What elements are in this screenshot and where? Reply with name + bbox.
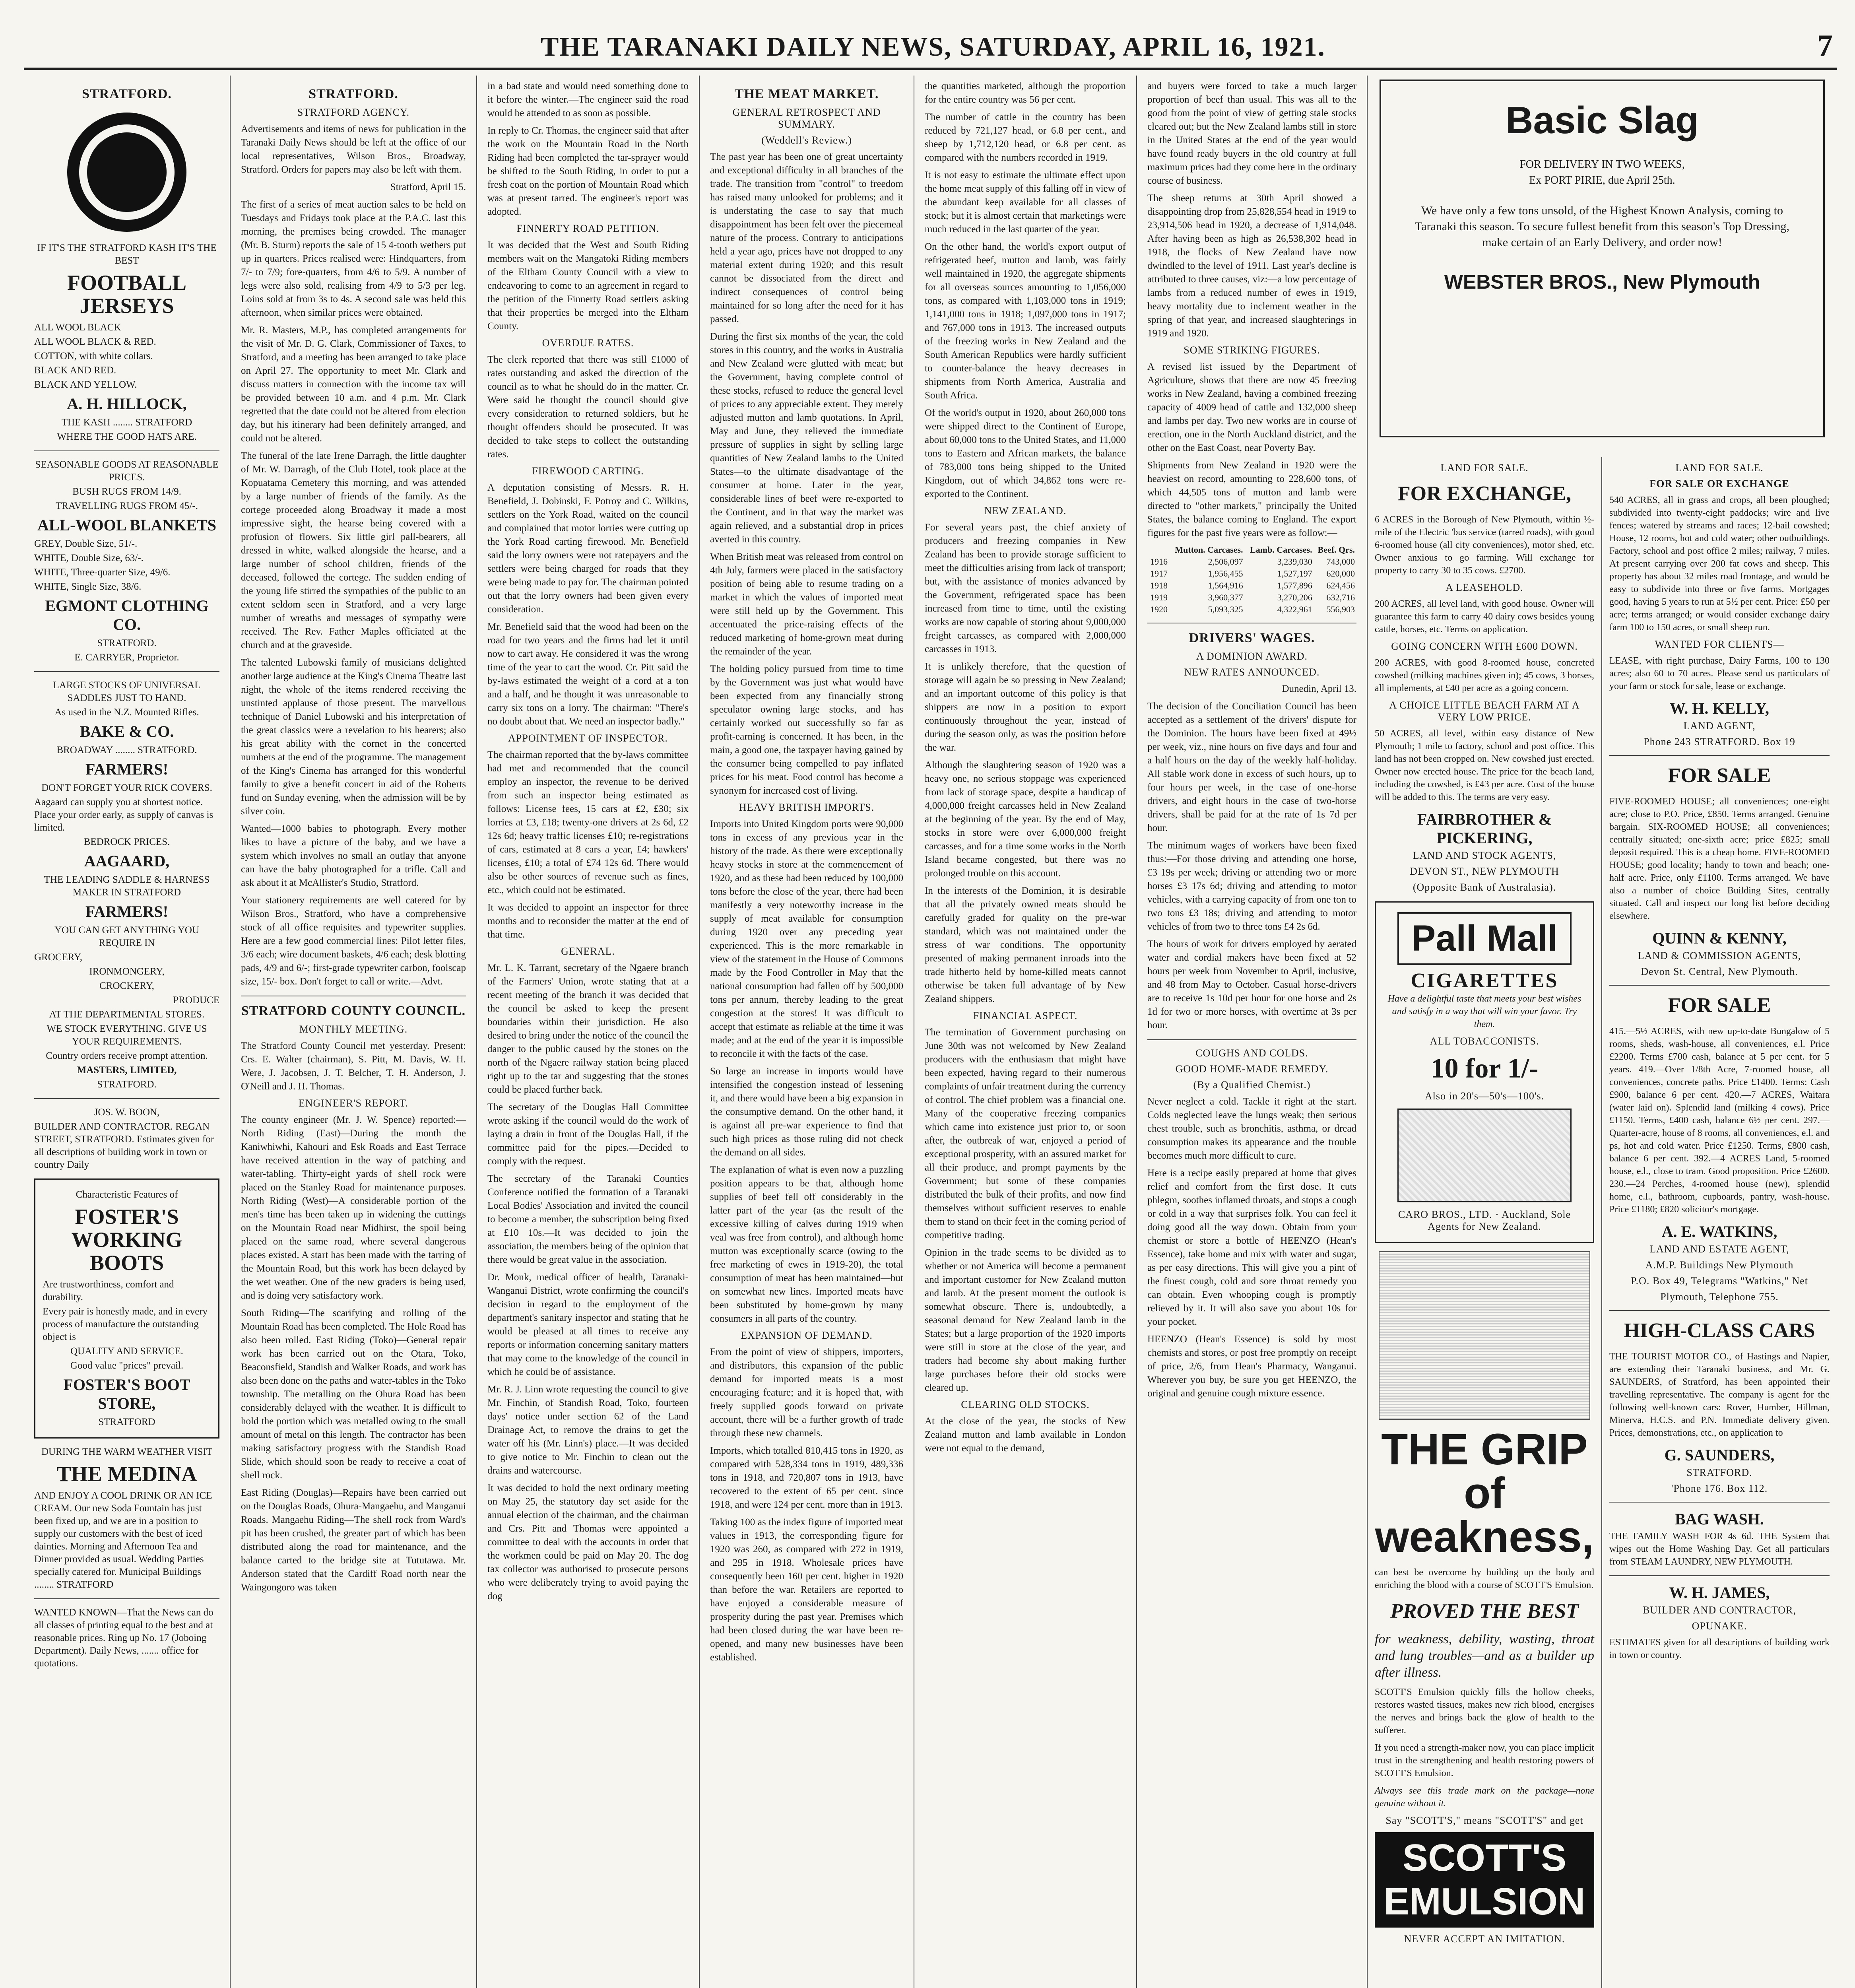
- table-row: [1147, 580, 1356, 592]
- divider: [34, 1098, 219, 1099]
- agency-notice: Advertisements and items of news for publication in the Taranaki Daily News should be left at the office of our local representatives, Wilson Bros., Broadway, Stratford. Orders for papers may also be left with them.: [241, 124, 466, 175]
- section-heading: FIREWOOD CARTING.: [532, 465, 644, 477]
- jersey-line: COTTON, with white collars.: [34, 351, 153, 361]
- fairbrother-pickering: FAIRBROTHER & PICKERING,: [1417, 810, 1552, 847]
- ad-paragraph: THE FAMILY WASH FOR 4s 6d. THE System that wipes out the Home Washing Day. Get all particulars from STEAM LAUNDRY, NEW PLYMOUTH.: [1609, 1531, 1830, 1567]
- news-paragraph: It was decided to appoint an inspector for three months and to reconsider the matter at the end of that time.: [487, 902, 689, 940]
- agent-line: DEVON ST., NEW PLYMOUTH: [1410, 866, 1559, 877]
- going-concern: GOING CONCERN WITH £600 DOWN.: [1391, 641, 1578, 652]
- news-paragraph: The first of a series of meat auction sales to be held on Tuesdays and Fridays took place at the P.A.C. last this morning, the premises being crowded. The manager (Mr. B. Sturm) reports the sale of 15 4-tooth wethers put up in quarters. Prices realised were: Hindquarters, from 7/- to 7/9; fore-quarters, from 4/6 to 5/9. A number of legs were also sold, realising from 4/9 to 5/3 per leg. Loins sold at from 3s to 4s. A second sale was held this afternoon, when similar prices were obtained.: [241, 199, 466, 318]
- news-paragraph: It is unlikely therefore, that the question of storage will again be so pressing in New Zealand; and an important outcome of this policy is that shippers are now in a position to export continuously throughout the year, instead of during the season only, as was the position before the war.: [925, 661, 1126, 753]
- ad-paragraph: FIVE-ROOMED HOUSE; all conveniences; one-eight acre; close to P.O. Price, £850. Terms arranged. Genuine bargain. SIX-ROOMED HOUSE; all conveniences; centrally situated; one-sixth acre; price £825; small deposit required. This is a cheap home. FIVE-ROOMED HOUSE; good locality; handy to town and beach; one-half acre. Price, only £1100. Terms arranged. We have also a number of choice Building Sites, centrally situated. Call and inspect our long list before deciding elsewhere.: [1609, 796, 1830, 921]
- stratford-news-column: [231, 76, 477, 1988]
- news-paragraph: The minimum wages of workers have been fixed thus:—For those driving and attending one horse, £3 19s per week; driving or attending two or more horses £3 17s 6d; driving and attending to motor vehicles, with a carrying capacity of from one ton to two tons £3 18s; driving and attending to motor vehicles of from two to three tons £4 2s 6d.: [1147, 840, 1356, 932]
- news-paragraph: Mr. Benefield said that the wood had been on the road for two years and the firms had let it until now to cart away. He considered it was the wrong time of the year to cart the wood. Cr. Pitt said the by-laws estimated the weight of a cord at a ton and a half, and he thought it was unreasonable to carry six tons on a lorry. The chairman: "There's no doubt about that. We need an inspector badly.": [487, 621, 689, 727]
- news-paragraph: Never neglect a cold. Tackle it right at the start. Colds neglected leave the lungs weak; then serious chest trouble, such as bronchitis, asthma, or dread consumption makes its appearance and the trouble becomes much more difficult to cure.: [1147, 1096, 1356, 1161]
- blanket-line: GREY, Double Size, 51/-.: [34, 538, 138, 549]
- bake-title: BAKE & CO.: [80, 722, 174, 740]
- news-paragraph: Opinion in the trade seems to be divided as to whether or not America will become a permanent and important customer for New Zealand mutton and lamb. At the present moment the outlook is somewhat obscure. There is, undoubtedly, a seasonal demand for New Zealand lamb in the States; but a large proportion of the 1920 imports were still in store at the close of the year, and traders had become shy about making further large purchases before their old stocks were cleared up.: [925, 1247, 1126, 1393]
- aagaard-title: AAGAARD,: [84, 852, 170, 870]
- saddles-note: As used in the N.Z. Mounted Rifles.: [54, 707, 199, 718]
- foster-intro: Characteristic Features of: [76, 1189, 178, 1200]
- basic-slag-title: Basic Slag: [1506, 99, 1699, 142]
- masthead: [24, 24, 1837, 70]
- news-paragraph: Here is a recipe easily prepared at home that gives relief and comfort from the first dose. It cuts phlegm, soothes inflamed throats, and stops a cough or cold in a way that surprises folk. You can feel it doing good all the way down. Obtain from your chemist or store a bottle of HEENZO (Hean's Essence), take home and mix with water and sugar, as per easy directions. This will give you a pint of the finest cough, cold and sore throat remedy you can obtain. Even whooping cough is promptly relieved by it. It will also save you about 10s for your pocket.: [1147, 1168, 1356, 1327]
- news-paragraph: From the point of view of shippers, importers, and distributors, this expansion of the public demand for imported meats is a most encouraging feature; and it is hoped that, with freely supplied goods forward on private account, there will be a further growth of trade through these new channels.: [710, 1347, 903, 1439]
- farmers-title: FARMERS!: [85, 760, 169, 778]
- grocery-line: GROCERY,: [34, 952, 83, 963]
- grocery-line: IRONMONGERY,: [89, 966, 165, 977]
- kash-address: THE KASH ........ STRATFORD: [61, 417, 192, 428]
- agent-line: 'Phone 176. Box 112.: [1671, 1483, 1768, 1494]
- table-cell: 3,270,206: [1277, 592, 1312, 602]
- news-paragraph: The holding policy pursued from time to time by the Government was just what would have been expected from any financially strong speculator owning large stocks, and has certainly worked out successfully so far as profit-earning is concerned. It has been, in the main, a good one, the taxpayer having gained by the consumer being compelled to pay inflated prices for his meat. Food control has become a synonym for increased cost of living.: [710, 664, 903, 796]
- dateline: Stratford, April 15.: [390, 182, 466, 192]
- dateline: Dunedin, April 13.: [1282, 683, 1356, 694]
- news-paragraph: Your stationery requirements are well catered for by Wilson Bros., Stratford, who have a comprehensive stock of all office requisites and typewriter supplies. Here are a few good commercial lines: Pilot letter files, 3/6 each; wire document baskets, 4/6 each; desk blotting pads, 4/9 and 6/-; first-grade typewriter carbon, foolscap size, 15/- box. Don't forget to call or write.—Advt.: [241, 895, 466, 987]
- pall-mall-price: 10 for 1/-: [1430, 1053, 1539, 1084]
- blanket-line: WHITE, Double Size, 63/-.: [34, 553, 144, 563]
- news-paragraph: in a bad state and would need something done to it before the winter.—The engineer said the road would be attended to as soon as possible.: [487, 81, 689, 118]
- ad-paragraph: If you need a strength-maker now, you can place implicit trust in the strengthening and health restoring powers of SCOTT'S Emulsion.: [1375, 1743, 1594, 1778]
- ad-paragraph: 540 ACRES, all in grass and crops, all been ploughed; subdivided into twenty-eight paddocks; wire and live fences; watered by streams and races; 12-bail cowshed; House, 12 rooms, hot and cold water; other outbuildings. Factory, school and post office 2 miles; railway, 7 miles. At present carrying over 200 fat cows and sheep. This property has about 32 miles road frontage, and would be easy to subdivide into three or five farms. Mortgages good, having 5 years to run at 5½ per cent. Price: £50 per acre; terms arranged; or would consider exchange dairy farm 100 to 150 acres, or small sheep run.: [1609, 495, 1830, 633]
- news-paragraph: A revised list issued by the Department of Agriculture, shows that there are now 45 freezing works in New Zealand, having a combined freezing capacity of 4009 head of cattle and 132,000 sheep and lambs per day. Two new works are in course of erection, one in the North Auckland district, and the other on the East Coast, near Poverty Bay.: [1147, 361, 1356, 453]
- news-paragraph: In reply to Cr. Thomas, the engineer said that after the work on the Mountain Road in the North Riding had been completed the tar-sprayer would be shifted to the South Riding, in order to put a fresh coat on the portion of Mountain Road which was at present tarred. The engineer's report was adopted.: [487, 125, 689, 217]
- section-heading: FINANCIAL ASPECT.: [973, 1010, 1078, 1021]
- ad-paragraph: 50 ACRES, all level, within easy distance of New Plymouth; 1 mile to factory, school and post office. This land has not been cropped on. New cowshed just erected. Owner now erected house. The price for the beach land, including the cowshed, is £43 per acre. Cost of the house will be added to this. The terms are very easy.: [1375, 728, 1594, 802]
- rick-text: Aagaard can supply you at shortest notice. Place your order early, as supply of canvas is limited.: [34, 797, 213, 833]
- news-paragraph: The explanation of what is even now a puzzling position appears to be that, although home supplies of beef fell off considerably in the latter part of the year (as the result of the excessive killing of calves during 1919 when veal was free from control), and although home mutton was exceptionally scarce (owing to the free marketing of ewes in 1919-20), the total consumption of meat has been maintained—but on somewhat new lines. Imported meats have been substituted by home-grown by many consumers in all parts of the country.: [710, 1165, 903, 1324]
- table-header: [1147, 544, 1169, 556]
- foster-line: Every pair is honestly made, and in every process of manufacture the outstanding object is: [43, 1306, 208, 1342]
- blanket-line: WHITE, Single Size, 38/6.: [34, 581, 142, 592]
- kash-tagline: WHERE THE GOOD HATS ARE.: [57, 431, 197, 442]
- rick-covers: DON'T FORGET YOUR RICK COVERS.: [41, 782, 212, 793]
- anything-line: YOU CAN GET ANYTHING YOU REQUIRE IN: [54, 925, 199, 948]
- news-paragraph: the quantities marketed, although the proportion for the entire country was 56 per cent.: [925, 81, 1126, 105]
- farmers-title-2: FARMERS!: [85, 903, 169, 920]
- never-imitation: NEVER ACCEPT AN IMITATION.: [1404, 1933, 1565, 1945]
- egmont-line: STRATFORD.: [97, 638, 157, 648]
- jersey-line: ALL WOOL BLACK & RED.: [34, 336, 156, 347]
- section-heading: EXPANSION OF DEMAND.: [741, 1330, 873, 1341]
- news-paragraph: A deputation consisting of Messrs. R. H. Benefield, J. Dobinski, F. Potroy and C. Wilkins, settlers on the York Road, waited on the council and complained that motor lorries were cutting up the York Road carting firewood. Mr. Benefield said the lorry owners were not ratepayers and the settlers were being charged for roads that they were being made to pay for. The chairman pointed out that the lorry owners had been given every consideration.: [487, 482, 689, 615]
- hillock-name: A. H. HILLOCK,: [67, 395, 187, 413]
- scott-say: Say "SCOTT'S," means "SCOTT'S" and get: [1385, 1815, 1583, 1826]
- table-cell: 1917: [1150, 569, 1168, 579]
- rugs-line: BUSH RUGS FROM 14/9.: [72, 486, 181, 497]
- section-heading: FOR SALE OR EXCHANGE: [1649, 478, 1789, 489]
- agent-line: P.O. Box 49, Telegrams "Watkins," Net: [1631, 1275, 1808, 1287]
- section-heading: NEW ZEALAND.: [984, 505, 1067, 516]
- section-heading: APPOINTMENT OF INSPECTOR.: [508, 732, 668, 744]
- stratford-ads-column: [24, 76, 231, 1988]
- engineer-report-heading: ENGINEER'S REPORT.: [298, 1097, 409, 1109]
- news-paragraph: Mr. L. K. Tarrant, secretary of the Ngaere branch of the Farmers' Union, wrote stating that at a recent meeting of the branch it was decided that the council be asked to keep the present boundaries within their jurisdiction. He also desired to bring under the notice of the council the danger to the public caused by the stones on the north of the Ngaere railway station being placed right up to the tar and suggesting that the stones could be placed further back.: [487, 963, 689, 1095]
- table-cell: 1920: [1150, 604, 1168, 614]
- agent-line: BUILDER AND CONTRACTOR,: [1643, 1604, 1796, 1616]
- news-paragraph: Shipments from New Zealand in 1920 were the heaviest on record, amounting to 228,600 tons, of which 44,505 tons of mutton and lamb were directed to "other markets," principally the United States, the balance coming to England. The export figures for the past five years were as follow:—: [1147, 460, 1356, 538]
- news-paragraph: The Stratford County Council met yesterday. Present: Crs. E. Walter (chairman), S. Pitt, M. Davis, W. H. Were, J. Jacobsen, J. T. Belcher, T. H. Anderson, J. O'Neill and J. H. Thomas.: [241, 1041, 466, 1092]
- news-paragraph: At the close of the year, the stocks of New Zealand mutton and lamb available in London were not equal to the demand,: [925, 1416, 1126, 1454]
- table-cell: 4,322,961: [1277, 604, 1312, 614]
- news-paragraph: The past year has been one of great uncertainty and exceptional difficulty in all branches of the trade. The transition from "control" to freedom has raised many unlooked for problems; and it is understating the case to say that much disappointment has been felt over the piecemeal nature of the process. Contrary to anticipations held a year ago, prices have not dropped to any material extent during 1920; and this result cannot be dissociated from the direct and indirect consequences of control being maintained for so long after the need for it has passed.: [710, 151, 903, 324]
- news-paragraph: The secretary of the Taranaki Counties Conference notified the formation of a Taranaki Local Bodies' Association and invited the council to become a member, the subscription being fixed at £10 10s.—It was decided to join the association, the members being of the opinion that there would be great value in the association.: [487, 1173, 689, 1265]
- divider: [1609, 985, 1830, 986]
- boon-title: JOS. W. BOON,: [94, 1107, 160, 1118]
- for-sale: FOR SALE: [1668, 994, 1771, 1017]
- news-paragraph: The decision of the Conciliation Council has been accepted as a settlement of the drivers' dispute for the Dominion. The hours have been fixed at 49½ per week, viz., nine hours on five days and four and a half hours on the day of the weekly half-holiday. All stable work done in excess of such hours, up to four hours per week, in the case of one-horse drivers, and eight hours in the case of two-horse drivers, shall be paid for at the rate of 1s 7d per hour.: [1147, 701, 1356, 833]
- pall-mall-cigarettes: CIGARETTES: [1411, 969, 1558, 992]
- table-cell: 1919: [1150, 592, 1168, 602]
- saunders-name: G. SAUNDERS,: [1664, 1446, 1775, 1464]
- news-paragraph: Taking 100 as the index figure of imported meat values in 1913, the corresponding figure for 1920 was 260, as compared with 272 in 1919, and 295 in 1918. Wholesale prices have consequently been 160 per cent. higher in 1920 than before the war. Retailers are reported to have enjoyed a considerable measure of prosperity during the past year. Premises which had been closed during the war have been re-opened, and many new businesses have been established.: [710, 1517, 903, 1663]
- aagaard-sub: THE LEADING SADDLE & HARNESS MAKER IN STRATFORD: [44, 874, 210, 898]
- agent-line: LAND AGENT,: [1683, 720, 1756, 732]
- news-paragraph: It was decided to hold the next ordinary meeting on May 25, the statutory day set aside for the annual election of the chairman, and the chairman and Crs. Pitt and Thomas were appointed a committee to deal with the accounts in order that the workmen could be paid on May 20. The dog tax collector was authorised to prosecute persons who were deliberately trying to avoid paying the dog: [487, 1483, 689, 1602]
- newspaper-title: THE TARANAKI DAILY NEWS, SATURDAY, APRIL 16, 1921.: [541, 31, 1325, 62]
- for-exchange: FOR EXCHANGE,: [1397, 482, 1572, 505]
- divider: [1609, 1502, 1830, 1503]
- pall-mall-logo: Pall Mall: [1397, 912, 1572, 965]
- pall-mall-ad: [1375, 901, 1594, 1243]
- table-row: [1147, 604, 1356, 615]
- news-paragraph: The termination of Government purchasing on June 30th was not welcomed by New Zealand producers with the enthusiasm that might have been expected, having regard to their numerous complaints of unfair treatment during the currency of control. The chief problem was a financial one. Many of the cooperative freezing companies which came into existence just prior to, or soon after, the outbreak of war, enjoyed a period of exceptional prosperity, with an assured market for all their produce, and prompt payments by the Government; but some of these companies distributed the bulk of their profits, and now find themselves without sufficient reserves to enable them to stand on their feet in the coming period of competitive trading.: [925, 1027, 1126, 1241]
- section-heading: NEW RATES ANNOUNCED.: [1184, 666, 1320, 678]
- council-heading: STRATFORD COUNTY COUNCIL.: [241, 1004, 466, 1018]
- meat-market-heading: THE MEAT MARKET.: [734, 87, 879, 101]
- egmont-line: E. CARRYER, Proprietor.: [74, 652, 179, 663]
- ad-paragraph: SCOTT'S Emulsion quickly fills the hollow cheeks, restores wasted tissues, makes new rich blood, energises the nerves and brings back the glow of health to the sufferer.: [1375, 1687, 1594, 1736]
- caro-bros: CARO BROS., LTD. · Auckland, Sole Agents for New Zealand.: [1398, 1209, 1571, 1232]
- divider: [34, 671, 219, 672]
- boon-text: BUILDER AND CONTRACTOR. REGAN STREET, STRATFORD. Estimates given for all descriptions of building work in town or country Daily: [34, 1121, 214, 1170]
- departmental-stores: AT THE DEPARTMENTAL STORES.: [49, 1009, 205, 1020]
- table-cell: 3,960,377: [1208, 592, 1243, 602]
- grocery-line: CROCKERY,: [99, 980, 154, 991]
- agent-line: OPUNAKE.: [1692, 1620, 1747, 1632]
- ad-paragraph: 200 ACRES, all level land, with good house. Owner will guarantee this farm to carry 40 dairy cows besides young cattle, horses, etc. Terms on application.: [1375, 599, 1594, 635]
- news-paragraph: When British meat was released from control on 4th July, farmers were placed in the satisfactory position of being able to resume trading on a market in which the values of imported meat were still held up by the Government. This accentuated the price-raising effects of the reduced marketing of home-grown meat during the remainder of the year.: [710, 551, 903, 657]
- bag-wash: BAG WASH.: [1675, 1510, 1764, 1528]
- basic-slag-ad: [1380, 80, 1825, 437]
- divider: [1609, 755, 1830, 756]
- news-paragraph: The chairman reported that the by-laws committee had met and recommended that the council employ an inspector, the revenue to be derived from such an inspector being estimated as follows: License fees, 15 cars at £2, £30; six lorries at £3, £18; twenty-one drivers at 2s 6d, £2 12s 6d; heavy traffic licenses £10; re-registrations of cars, estimated at 8 cars a year, £4; hawkers' licenses, £10; a total of £74 12s 6d. There would also be other sources of revenue such as fines, etc., which could not be estimated.: [487, 749, 689, 895]
- news-paragraph: It is not easy to estimate the ultimate effect upon the home meat supply of this falling off in view of the abundant keep available for all classes of stock; but it is almost certain that marketings were much reduced in the last quarter of the year.: [925, 170, 1126, 235]
- table-header-row: [1147, 544, 1356, 556]
- export-figures-table: [1147, 544, 1356, 615]
- egmont-clothing-title: EGMONT CLOTHING CO.: [45, 597, 209, 633]
- agency-subheading: STRATFORD AGENCY.: [297, 107, 410, 118]
- slag-port: Ex PORT PIRIE, due April 25th.: [1529, 174, 1675, 186]
- news-paragraph: The funeral of the late Irene Darragh, the little daughter of Mr. W. Darragh, of the Club Hotel, took place at the Kopuatama Cemetery this morning, and was attended by a large number of friends of the family. As the cortege proceeded along Broadway it made a most impressive sight, the hearse being covered with a profusion of flowers. Six little girl pall-bearers, all dressed in white, walked alongside the hearse, and a large number of school children, friends of the deceased, followed the cortege. The sudden ending of the young life stirred the sympathies of the public to an extent seldom seen in Stratford, and a very large number of wreaths and messages of sympathy were received. The Rev. Father Maples officiated at the church and at the graveside.: [241, 450, 466, 650]
- table-cell: 3,239,030: [1277, 557, 1312, 567]
- pall-mall-text: Have a delightful taste that meets your best wishes and satisfy in a way that will win your favor. Try them.: [1387, 994, 1581, 1029]
- masters-location: STRATFORD.: [97, 1079, 157, 1090]
- table-header: Lamb. Carcases.: [1250, 545, 1312, 555]
- advertisements-column: [1368, 76, 1837, 1988]
- land-ads-right: [1602, 457, 1837, 1988]
- land-ads-left: [1368, 457, 1602, 1988]
- foster-location: STRATFORD: [98, 1417, 155, 1427]
- section-heading: GOOD HOME-MADE REMEDY.: [1175, 1063, 1329, 1075]
- table-row: [1147, 556, 1356, 568]
- quinn-kenny: QUINN & KENNY,: [1652, 929, 1787, 947]
- agent-line: Devon St. Central, New Plymouth.: [1641, 966, 1798, 977]
- agent-line: LAND AND STOCK AGENTS,: [1413, 850, 1556, 861]
- agent-line: LAND AND ESTATE AGENT,: [1649, 1243, 1789, 1255]
- kash-badge: [61, 107, 192, 238]
- agent-line: A.M.P. Buildings New Plymouth: [1645, 1259, 1794, 1271]
- medina-title: THE MEDINA: [56, 1462, 197, 1486]
- agent-line: Plymouth, Telephone 755.: [1660, 1291, 1779, 1303]
- news-paragraph: Of the world's output in 1920, about 260,000 tons were shipped direct to the Continent of Europe, about 60,000 tons to the United States, and 11,000 tons to Eastern and African markets, the balance of 783,000 tons being shipped to the United Kingdom, out of which 34,862 tons were re-exported to the Continent.: [925, 408, 1126, 499]
- section-heading: GENERAL.: [561, 945, 615, 957]
- section-heading: CLEARING OLD STOCKS.: [961, 1399, 1090, 1410]
- table-cell: 2,506,097: [1208, 557, 1243, 567]
- ad-paragraph: Always see this trade mark on the package—none genuine without it.: [1375, 1786, 1594, 1809]
- divider: [1147, 1039, 1356, 1040]
- news-paragraph: So large an increase in imports would have intensified the congestion instead of lessening it, and there would have been a big expansion in the consumptive demand. On the other hand, it is against all pre-war experience to find that such high prices as those ruling did not check the demand on all sides.: [710, 1066, 903, 1158]
- ad-paragraph: LEASE, with right purchase, Dairy Farms, 100 to 130 acres; also 60 to 70 acres. Please send us particulars of your farm or stock for sale, lease or exchange.: [1609, 656, 1830, 691]
- blankets-title: ALL-WOOL BLANKETS: [37, 516, 217, 534]
- ad-paragraph: 200 ACRES, with good 8-roomed house, concreted cowshed (milking machines given in); 45 cows, 3 horses, all implements, at £40 per acre as a going concern.: [1375, 658, 1594, 693]
- new-zealand-column: [914, 76, 1137, 1988]
- watkins-name: A. E. WATKINS,: [1661, 1223, 1777, 1241]
- ad-paragraph: ESTIMATES given for all descriptions of building work in town or country.: [1609, 1637, 1830, 1660]
- table-cell: 1,956,455: [1208, 569, 1243, 579]
- bedrock-prices: BEDROCK PRICES.: [83, 837, 170, 847]
- news-paragraph: In the interests of the Dominion, it is desirable that all the privately owned meats should be carefully graded for quality on the pre-war standard, which was not maintained under the stress of war conditions. The opportunity presented of making permanent inroads into the trade hitherto held by home-killed meats cannot otherwise be taken full advantage of by New Zealand shippers.: [925, 885, 1126, 1004]
- agent-line: Phone 243 STRATFORD. Box 19: [1643, 736, 1795, 747]
- medina-text: AND ENJOY A COOL DRINK OR AN ICE CREAM. Our new Soda Fountain has just been fixed up, and we are in a position to supply our customers with the best of iced dainties. Morning and Afternoon Tea and Dinner provided as usual. Wedding Parties specially catered for. Municipal Buildings ........ STRATFORD: [34, 1490, 212, 1590]
- table-cell: 1,577,896: [1277, 580, 1312, 590]
- agent-line: (Opposite Bank of Australasia).: [1413, 881, 1556, 893]
- scotts-emulsion-logo: SCOTT'S EMULSION: [1375, 1832, 1594, 1928]
- section-heading: LAND FOR SALE.: [1440, 462, 1529, 474]
- medina-intro: DURING THE WARM WEATHER VISIT: [41, 1446, 213, 1457]
- country-orders: Country orders receive prompt attention.: [46, 1050, 208, 1061]
- divider: [1609, 1575, 1830, 1576]
- masters-title: MASTERS, LIMITED,: [77, 1065, 177, 1076]
- news-paragraph: During the first six months of the year, the cold stores in this country, and the works in Australia and New Zealand were glutted with meat; but the Government, having complete control of these stocks, refused to reduce the general level of prices to any appreciable extent. They merely adjusted mutton and lamb quotations. In April, May and June, they relieved the immediate pressure of supplies in sight by selling large quantities of New Zealand lambs to the United States—to the ultimate disadvantage of the consumer at home. Later in the year, considerable lines of beef were re-exported to the Continent, and in that way the market was again relieved, and a substantial drop in prices averted in this country.: [710, 331, 903, 545]
- rugs-line: TRAVELLING RUGS FROM 45/-.: [56, 501, 198, 511]
- table-header: Mutton. Carcases.: [1175, 545, 1243, 555]
- grocery-line: PRODUCE: [173, 995, 219, 1006]
- news-paragraph: and buyers were forced to take a much larger proportion of beef than usual. This was all to the good from the point of view of getting stale stocks cleared out; but the New Zealand lambs still in store in the United States at the end of the year would have found ready buyers in the old country at full maximum prices had they come here in the ordinary course of business.: [1147, 81, 1356, 186]
- for-sale: FOR SALE: [1668, 764, 1771, 787]
- foster-line: Good value "prices" prevail.: [70, 1360, 184, 1371]
- news-paragraph: Wanted—1000 babies to photograph. Every mother likes to have a picture of the baby, and we have a system which involves no small an outlay that anyone can have the baby photographed for a trifle. Call and ask about it at McAllister's Studio, Stratford.: [241, 823, 466, 888]
- high-class-cars: HIGH-CLASS CARS: [1624, 1319, 1815, 1342]
- ad-paragraph: 415.—5½ ACRES, with new up-to-date Bungalow of 5 rooms, sheds, wash-house, all conveniences, e.l. Price £2200. Terms £700 cash, balance at 5 per cent. for 5 years. 419.—Over 1/8th Acre, 7-roomed house, all conveniences, concrete paths. Price £1400. Terms: Cash £900, balance 6 per cent. 420.—7 ACRES, Waitara (water laid on). Splendid land (milking 4 cows). Price £1150. Terms, £400 cash, balance 6½ per cent. 297.—Quarter-acre, house of 8 rooms, all conveniences, e.l. and ps, hot and cold water. Price £1250. Terms, £800 cash, balance 6 per cent. 392.—4 ACRES Land, 5-roomed house, e.l., close to tram. Good proposition. Price £2600. 230.—24 Perches, 4-roomed house (new), splendid home, e.l., bathroom, cupboards, pantry, wash-house. Price £1180; £820 solicitor's mortgage.: [1609, 1026, 1830, 1215]
- table-cell: 743,000: [1326, 557, 1355, 567]
- drivers-wages-heading: DRIVERS' WAGES.: [1189, 631, 1315, 645]
- section-heading: FINNERTY ROAD PETITION.: [516, 223, 660, 234]
- monthly-meeting: MONTHLY MEETING.: [299, 1023, 408, 1035]
- jersey-line: ALL WOOL BLACK: [34, 322, 121, 333]
- pall-mall-also: Also in 20's—50's—100's.: [1424, 1090, 1545, 1102]
- foster-store: FOSTER'S BOOT STORE,: [63, 1376, 190, 1412]
- james-name: W. H. JAMES,: [1669, 1584, 1770, 1602]
- beach-farm: A CHOICE LITTLE BEACH FARM AT A VERY LOW PRICE.: [1389, 699, 1580, 723]
- table-cell: 1918: [1150, 580, 1168, 590]
- foster-title: FOSTER'S WORKING BOOTS: [71, 1205, 182, 1275]
- drivers-wages-column: [1137, 76, 1368, 1988]
- table-cell: 1,527,197: [1277, 569, 1312, 579]
- column-heading: STRATFORD.: [82, 87, 172, 101]
- news-paragraph: Imports into United Kingdom ports were 90,000 tons in excess of any previous year in the history of the trade. As there were exceptionally heavy stocks in store at the commencement of 1920, and as these had been reduced by 100,000 tons before the close of the year, there had been manifestly a very noteworthy increase in the supply of meat available for consumption during 1920 over any preceding year experienced. This is the more remarkable in view of the statement in the House of Commons made by the Food Controller in May that the national consumption had fallen off by 500,000 tons per annum, thereby leading to the great congestion at the stores! It was difficult to accept that estimate as reliable at the time it was made; and at the end of the year it is impossible to reconcile it with the facts of the case.: [710, 819, 903, 1059]
- meat-market-sub: GENERAL RETROSPECT AND SUMMARY.: [732, 107, 881, 130]
- council-column: [477, 76, 700, 1988]
- slag-delivery: FOR DELIVERY IN TWO WEEKS,: [1519, 158, 1685, 171]
- news-paragraph: On the other hand, the world's export output of refrigerated beef, mutton and lamb, was fairly well maintained in 1920, the aggregate shipments for all overseas sources amounting to 1,056,000 tons, as compared with 1,103,000 tons in 1919; 1,141,000 tons in 1918; 1,097,000 tons in 1917; and 767,000 tons in 1913. The increased outputs of the freezing works in New Zealand and the South American Republics were hardly sufficient to counter-balance the heavy decreases in shipments from North America, Australia and South Africa.: [925, 241, 1126, 401]
- news-paragraph: The county engineer (Mr. J. W. Spence) reported:— North Riding (East)—During the month the Kaniwhiwhi, Kahouri and Esk Roads and East Terrace have received attention in the way of patching and water-tabling. Thirty-eight yards of shell rock were placed on the Stanley Road for maintenance purposes. North Riding (West)—A considerable portion of the men's time has been taken up in widening the cuttings on the Mountain Road near Midhirst, the spoil being placed on the same road, where several dangerous places existed. A start has been made with the tarring of the Mountain Road, but this work has been delayed by the wet weather. One of the new graders is being used, and is doing very satisfactory work.: [241, 1114, 466, 1301]
- news-paragraph: Mr. R. Masters, M.P., has completed arrangements for the visit of Mr. D. G. Clark, Commissioner of Taxes, to Stratford, and a meeting has been arranged to take place on April 27. The opportunity to meet Mr. Clark and discuss matters in connection with the income tax will be provided between 10 a.m. and 4 p.m. Mr. Clark regretted that the date could not be altered from election day, but his itinerary had been definitely arranged, and could not be altered.: [241, 325, 466, 444]
- table-header: Beef. Qrs.: [1318, 545, 1355, 555]
- ad-paragraph: can best be overcome by building up the body and enriching the blood with a course of SCOTT'S Emulsion.: [1375, 1567, 1594, 1590]
- section-heading: OVERDUE RATES.: [542, 337, 634, 349]
- news-paragraph: The secretary of the Douglas Hall Committee wrote asking if the council would do the work of laying a drain in front of the Douglas Hall, if the committee paid for the pipes.—Decided to comply with the request.: [487, 1102, 689, 1167]
- proved-text: for weakness, debility, wasting, throat and lung troubles—and as a builder up after illness.: [1375, 1632, 1594, 1680]
- stock-line: WE STOCK EVERYTHING. GIVE US YOUR REQUIREMENTS.: [47, 1023, 207, 1047]
- news-paragraph: The sheep returns at 30th April showed a disappointing drop from 25,828,554 head in 1919 to 23,914,506 head in 1920, a decrease of 1,914,048. After having been as high as 26,538,302 head in 1918, the flocks of New Zealand have now dwindled to the level of 1911. Last year's decline is attributed to three causes, viz:—a low percentage of lambs from a reduced number of ewes in 1919, heavy mortality due to inclement weather in the spring of that year, and increased slaughterings in 1919 and 1920.: [1147, 193, 1356, 339]
- agent-line: STRATFORD.: [1686, 1467, 1752, 1478]
- section-heading: COUGHS AND COLDS.: [1195, 1047, 1308, 1059]
- news-paragraph: Although the slaughtering season of 1920 was a heavy one, no serious stoppage was experienced from lack of storage space, despite a handicap of 4,000,000 freight carcasses held in New Zealand at the beginning of the year. By the end of May, stocks in store were over 6,000,000 freight carcasses, and for a time some works in the North Island became congested, but there was no prolonged trouble on this account.: [925, 760, 1126, 879]
- section-heading: HEAVY BRITISH IMPORTS.: [739, 802, 875, 813]
- table-cell: 5,093,325: [1208, 604, 1243, 614]
- news-paragraph: It was decided that the West and South Riding members wait on the Mangatoki Riding members of the Eltham County Council with a view to endeavoring to come to an agreement in regard to the petition of the Finnerty Road settlers asking that their properties be merged into the Eltham County.: [487, 240, 689, 332]
- bake-address: BROADWAY ........ STRATFORD.: [56, 745, 197, 755]
- slag-body: We have only a few tons unsold, of the Highest Known Analysis, coming to Taranaki this season. To secure fullest benefit from this season's Top Dressing, make certain of an Early Delivery, and order now!: [1415, 204, 1789, 249]
- saddles-line: LARGE STOCKS OF UNIVERSAL SADDLES JUST TO HAND.: [53, 680, 201, 703]
- table-cell: 632,716: [1326, 592, 1355, 602]
- pall-mall-tobacconists: ALL TOBACCONISTS.: [1430, 1035, 1539, 1047]
- ad-paragraph: THE TOURIST MOTOR CO., of Hastings and Napier, are extending their Taranaki business, and Mr. G. SAUNDERS, of Stratford, has been appointed their travelling representative. The company is agent for the following well-known cars: Rover, Humber, Hillman, Minerva, H.C.S. and P.N. Immediate delivery given. Prices, demonstrations, etc., on application to: [1609, 1351, 1830, 1438]
- section-heading: A DOMINION AWARD.: [1196, 650, 1308, 662]
- table-cell: 1916: [1150, 557, 1168, 567]
- kash-badge-text: IF IT'S THE STRATFORD KASH IT'S THE BEST: [37, 243, 217, 266]
- kash-badge-icon: [61, 107, 192, 238]
- source-line: (By a Qualified Chemist.): [1193, 1079, 1311, 1091]
- webster-bros: WEBSTER BROS., New Plymouth: [1444, 271, 1760, 293]
- divider: [1609, 1310, 1830, 1311]
- section-heading: SOME STRIKING FIGURES.: [1184, 344, 1320, 356]
- column-heading: STRATFORD.: [309, 87, 398, 101]
- agent-line: LAND & COMMISSION AGENTS,: [1638, 950, 1801, 961]
- table-cell: 556,903: [1326, 604, 1355, 614]
- section-heading: LAND FOR SALE.: [1675, 462, 1764, 474]
- news-paragraph: Imports, which totalled 810,415 tons in 1920, as compared with 528,334 tons in 1919, 489,336 tons in 1918, and 720,807 tons in 1913, have recovered to the extent of 65 per cent. since 1918, and were 124 per cent. more than in 1913.: [710, 1445, 903, 1510]
- cigarette-pack-image: [1397, 1109, 1572, 1202]
- seasonable-goods: SEASONABLE GOODS AT REASONABLE PRICES.: [35, 459, 219, 483]
- table-row: [1147, 568, 1356, 580]
- football-jerseys-title: FOOTBALL JERSEYS: [67, 271, 187, 318]
- patient-illustration: [1379, 1251, 1590, 1420]
- news-paragraph: East Riding (Douglas)—Repairs have been carried out on the Douglas Roads, Ohura-Mangaehu, and Manganui Roads. Mangaehu Riding—The shell rock from Ward's pit has been crushed, the greater part of which has been distributed along the road for maintenance, and the balance carted to the bridge site at Tututawa. Mr. Anderson stated that the Cardiff Road north near the Waingongoro was taken: [241, 1487, 466, 1593]
- meat-market-column: [700, 76, 914, 1988]
- news-paragraph: HEENZO (Hean's Essence) is sold by most chemists and stores, or post free promptly on receipt of price, 2/6, from Hean's Pharmacy, Wanganui. Wherever you buy, be sure you get HEENZO, the original and genuine cough mixture essence.: [1147, 1334, 1356, 1399]
- table-row: [1147, 592, 1356, 604]
- table-cell: 620,000: [1326, 569, 1355, 579]
- jersey-line: BLACK AND RED.: [34, 365, 116, 376]
- news-paragraph: Dr. Monk, medical officer of health, Taranaki-Wanganui District, wrote confirming the council's decision in regard to the employment of the department's sanitary inspector and stating that he would be pleased at all times to receive any reports or information concerning sanitary matters that may come to the knowledge of the council in which he could be of assistance.: [487, 1272, 689, 1377]
- divider: [34, 450, 219, 451]
- jersey-line: BLACK AND YELLOW.: [34, 379, 137, 390]
- news-paragraph: Mr. R. J. Linn wrote requesting the council to give Mr. Finchin, of Standish Road, Toko, fourteen days' notice under section 62 of the Land Drainage Act, to remove the drains to get the water off his (Mr. Linn's) place.—It was decided to give notice to Mr. Finchin to clean out the drains and watercourse.: [487, 1384, 689, 1476]
- blanket-line: WHITE, Three-quarter Size, 49/6.: [34, 567, 171, 578]
- news-paragraph: The clerk reported that there was still £1000 of rates outstanding and asked the direction of the council as to what he should do in the matter. Cr. Were said he thought the council should give every consideration to returned soldiers, but he thought offenders should be prosecuted. It was decided to take steps to collect the outstanding rates.: [487, 354, 689, 460]
- news-paragraph: The hours of work for drivers employed by aerated water and cordial makers have been fixed at 52 hours per week from November to April, inclusive, and 48 from May to October. Casual horse-drivers are to receive 1s 10d per hour for one horse and 2s 1d for two or more horses, with overtime at 3s per hour.: [1147, 939, 1356, 1031]
- proved-the-best: PROVED THE BEST: [1390, 1600, 1579, 1623]
- kelly-name: W. H. KELLY,: [1669, 699, 1770, 717]
- leasehold: A LEASEHOLD.: [1446, 582, 1523, 593]
- page-number: 7: [1817, 28, 1833, 63]
- foster-boots-ad: [34, 1178, 219, 1439]
- source-line: (Weddell's Review.): [761, 134, 852, 146]
- wanted-known: WANTED KNOWN—That the News can do all classes of printing equal to the best and at reasonable prices. Ring up No. 17 (Joboing Department). Daily News, ....... office for quotations.: [34, 1607, 213, 1669]
- news-paragraph: The number of cattle in the country has been reduced by 721,127 head, or 6.8 per cent., and sheep by 1,712,120 head, or 6.8 per cent. as compared with the numbers recorded in 1919.: [925, 112, 1126, 163]
- divider: [34, 1598, 219, 1599]
- table-cell: 1,564,916: [1208, 580, 1243, 590]
- news-paragraph: The talented Lubowski family of musicians delighted another large audience at the King's Cinema Theatre last night, the whole of the items rendered receiving the unstinted applause of those present. The marvellous technique of Daniel Lubowski and his interpretation of the great classics were a revelation to his hearers; also his great ability with the cornet in the concerted numbers at the end of the programme. The management of the King's Cinema has arranged for this wonderful family to give a benefit concert in aid of the Roberts fund on Sunday evening, when the admission will be by silver coin.: [241, 657, 466, 817]
- news-paragraph: For several years past, the chief anxiety of producers and freezing companies in New Zealand has been to provide storage sufficient to meet the difficulties arising from lack of transport; but, with the assistance of monies advanced by the Government, refrigerated space has been increased from time to time, until the existing works are now capable of storing about 9,000,000 freight carcasses, as compared with 2,000,000 carcasses in 1913.: [925, 522, 1126, 654]
- wanted-clients: WANTED FOR CLIENTS—: [1655, 639, 1784, 650]
- table-cell: 624,456: [1326, 580, 1355, 590]
- foster-line: Are trustworthiness, comfort and durability.: [43, 1279, 174, 1303]
- foster-line: QUALITY AND SERVICE.: [70, 1346, 183, 1357]
- grip-of-weakness: THE GRIP of weakness,: [1375, 1425, 1594, 1561]
- news-paragraph: South Riding—The scarifying and rolling of the Mountain Road has been completed. The Hole Road has also been rolled. East Riding (Toko)—General repair work has been carried out on the Otara, Toko, Beaconsfield, Standish and Walker Roads, and work has also been done on the paths and water-tables in the Toko township. The metalling on the Ohura Road has been considerably delayed with the weather. It is difficult to hold the portion which was metalled owing to the small amount of metal on this length. The contractor has been making satisfactory progress with the Standish Road Slide, which should soon be ready to receive a coat of shell rock.: [241, 1308, 466, 1481]
- ad-paragraph: 6 ACRES in the Borough of New Plymouth, within ½-mile of the Electric 'bus service (tarred roads), with good 6-roomed house (all city conveniences), motor shed, etc. Owner anxious to go farming. Will exchange for property to carry 30 to 35 cows. £2700.: [1375, 514, 1594, 576]
